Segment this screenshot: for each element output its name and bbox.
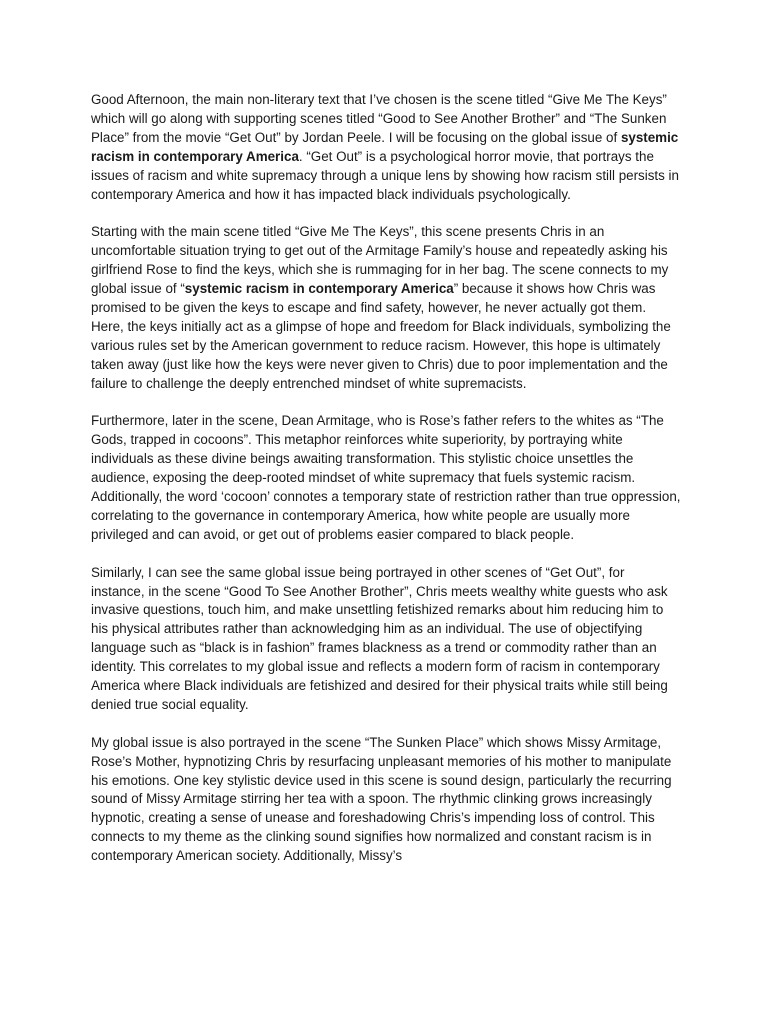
paragraph-intro-bold-issue: systemic racism in contemporary America <box>91 129 679 164</box>
paragraph-another-brother: Similarly, I can see the same global issue being portrayed in other scenes of “Get Out”, for instance, in the scene “Good To See Another Brother”, Chris meets wealthy white guests who ask invasive questions, touch him, and make unsettling fetishized remarks about him reducing him to his physical attributes rather than acknowledging him as an individual. The use of objectifying language such as “black is in fashion” frames blackness as a trend or commodity rather than an identity. This correlates to my global issue and reflects a modern form of racism in contemporary America where Black individuals are fetishized and desired for their physical traits while still being denied true social equality. <box>91 564 668 712</box>
document-page <box>91 91 681 885</box>
paragraph-cocoon-metaphor: Furthermore, later in the scene, Dean Armitage, who is Rose’s father refers to the whites as “The Gods, trapped in cocoons”. This metaphor reinforces white superiority, by portraying white individuals as these divine beings awaiting transformation. This stylistic choice unsettles the audience, exposing the deep-rooted mindset of white supremacy that fuels systemic racism. Additionally, the word ‘cocoon’ connotes a temporary state of restriction rather than true oppression, correlating to the governance in contemporary America, how white people are usually more privileged and can avoid, or get out of problems easier compared to black people. <box>91 413 681 542</box>
paragraph-keys-scene-bold-issue: systemic racism in contemporary America <box>184 281 454 297</box>
paragraph-intro-text-a: Good Afternoon, the main non-literary text that I’ve chosen is the scene titled “Give Me The Keys” which will go along with supporting scenes titled “Good to See Another Brother” and “The Sunken Place” from the movie “Get Out” by Jordan Peele. I will be focusing on the global issue of <box>91 92 667 145</box>
paragraph-keys-scene-text-b: ” because it shows how Chris was promised to be given the keys to escape and find safety, however, he never actually got them. Here, the keys initially act as a glimpse of hope and freedom for Black individuals, symbolizing the various rules set by the American government to reduce racism. However, this hope is ultimately taken away (just like how the keys were never given to Chris) due to poor implementation and the failure to challenge the deeply entrenched mindset of white supremacists. <box>91 281 671 391</box>
paragraph-intro <box>91 91 681 204</box>
paragraph-keys-scene-text-a: Starting with the main scene titled “Give Me The Keys”, this scene presents Chris in an uncomfortable situation trying to get out of the Armitage Family’s house and repeatedly asking his girlfriend Rose to find the keys, which she is rummaging for in her bag. The scene connects to my global issue of “ <box>91 224 669 297</box>
paragraph-intro-text-b: . “Get Out” is a psychological horror movie, that portrays the issues of racism and white supremacy through a unique lens by showing how racism still persists in contemporary America and how it has impacted black individuals psychologically. <box>91 148 679 202</box>
paragraph-keys-scene <box>91 223 681 393</box>
paragraph-sunken-place: My global issue is also portrayed in the scene “The Sunken Place” which shows Missy Armitage, Rose’s Mother, hypnotizing Chris by resurfacing unpleasant memories of his mother to manipulate his emotions. One key stylistic device used in this scene is sound design, particularly the recurring sound of Missy Armitage stirring her tea with a spoon. The rhythmic clinking grows increasingly hypnotic, creating a sense of unease and foreshadowing Chris’s impending loss of control. This connects to my theme as the clinking sound signifies how normalized and constant racism is in contemporary American society. Additionally, Missy’s <box>91 734 672 864</box>
